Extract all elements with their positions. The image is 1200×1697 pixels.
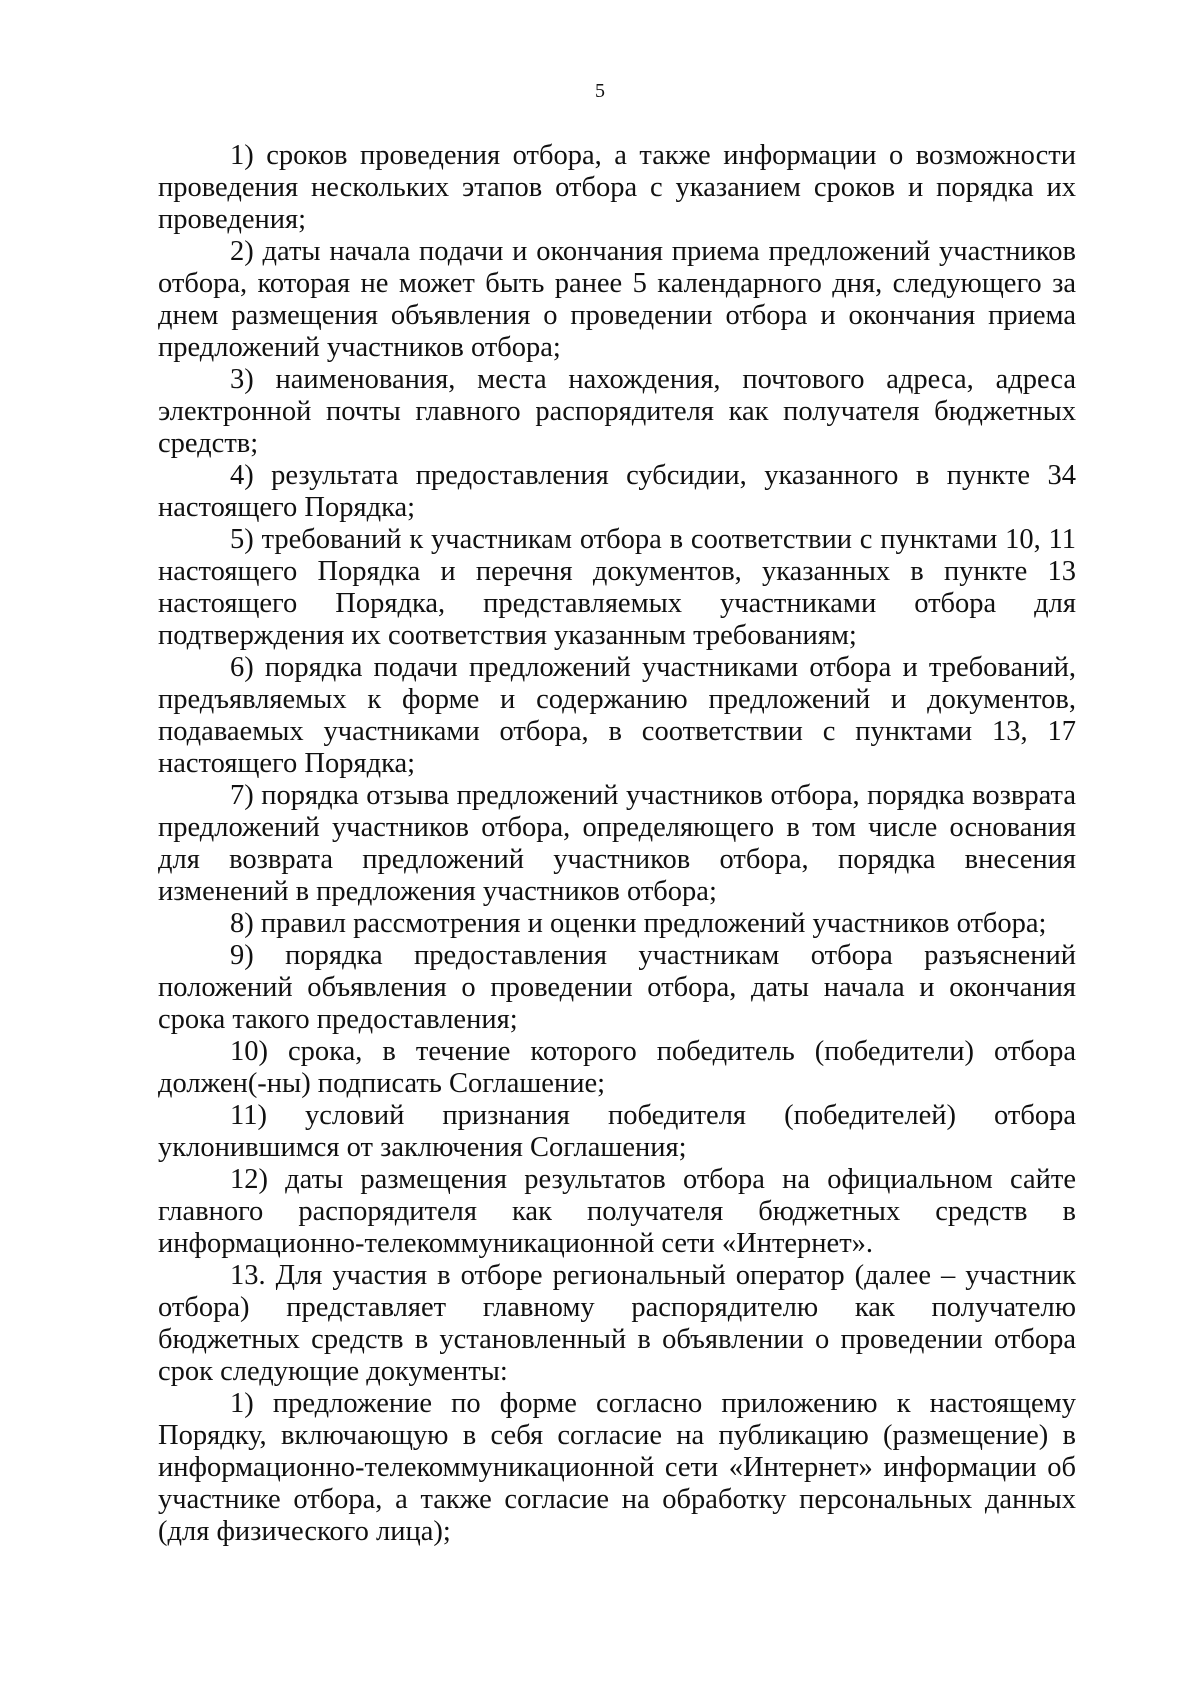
paragraph-item-5: 5) требований к участникам отбора в соответствии с пунктами 10, 11 настоящего Порядка и перечня документов, указанных в пункте 13 настоящего Порядка, представляемых участниками отбора для подтверждения их соответствия указанным требованиям; [158, 524, 1076, 651]
paragraph-item-12: 12) даты размещения результатов отбора на официальном сайте главного распорядителя как получателя бюджетных средств в информационно-телекоммуникационной сети «Интернет». [158, 1164, 1076, 1259]
paragraph-item-7: 7) порядка отзыва предложений участников отбора, порядка возврата предложений участников отбора, определяющего в том числе основания для возврата предложений участников отбора, порядка внесения изменений в предложения участников отбора; [158, 780, 1076, 907]
section-13-intro: 13. Для участия в отборе региональный оператор (далее – участник отбора) представляет главному распорядителю как получателю бюджетных средств в установленный в объявлении о проведении отбора срок следующие документы: [158, 1260, 1076, 1387]
paragraph-item-2: 2) даты начала подачи и окончания приема предложений участников отбора, которая не может быть ранее 5 календарного дня, следующего за днем размещения объявления о проведении отбора и окончания приема предложений участников отбора; [158, 236, 1076, 363]
paragraph-item-8: 8) правил рассмотрения и оценки предложений участников отбора; [230, 908, 1047, 939]
paragraph-item-4: 4) результата предоставления субсидии, указанного в пункте 34 настоящего Порядка; [158, 460, 1076, 523]
paragraph-item-6: 6) порядка подачи предложений участниками отбора и требований, предъявляемых к форме и содержанию предложений и документов, подаваемых участниками отбора, в соответствии с пунктами 13, 17 настоящего Порядка; [158, 652, 1076, 779]
paragraph-item-10: 10) срока, в течение которого победитель (победители) отбора должен(-ны) подписать Соглашение; [158, 1036, 1076, 1099]
paragraph-item-9: 9) порядка предоставления участникам отбора разъяснений положений объявления о проведении отбора, даты начала и окончания срока такого предоставления; [158, 940, 1076, 1035]
document-body [158, 140, 1076, 1548]
section-13-item-1: 1) предложение по форме согласно приложению к настоящему Порядку, включающую в себя согласие на публикацию (размещение) в информационно-телекоммуникационной сети «Интернет» информации об участнике отбора, а также согласие на обработку персональных данных (для физического лица); [158, 1388, 1076, 1547]
paragraph-item-11: 11) условий признания победителя (победителей) отбора уклонившимся от заключения Соглашения; [158, 1100, 1076, 1163]
paragraph-item-3: 3) наименования, места нахождения, почтового адреса, адреса электронной почты главного распорядителя как получателя бюджетных средств; [158, 364, 1076, 459]
page-number: 5 [595, 80, 605, 102]
paragraph-item-1: 1) сроков проведения отбора, а также информации о возможности проведения нескольких этапов отбора с указанием сроков и порядка их проведения; [158, 140, 1076, 235]
